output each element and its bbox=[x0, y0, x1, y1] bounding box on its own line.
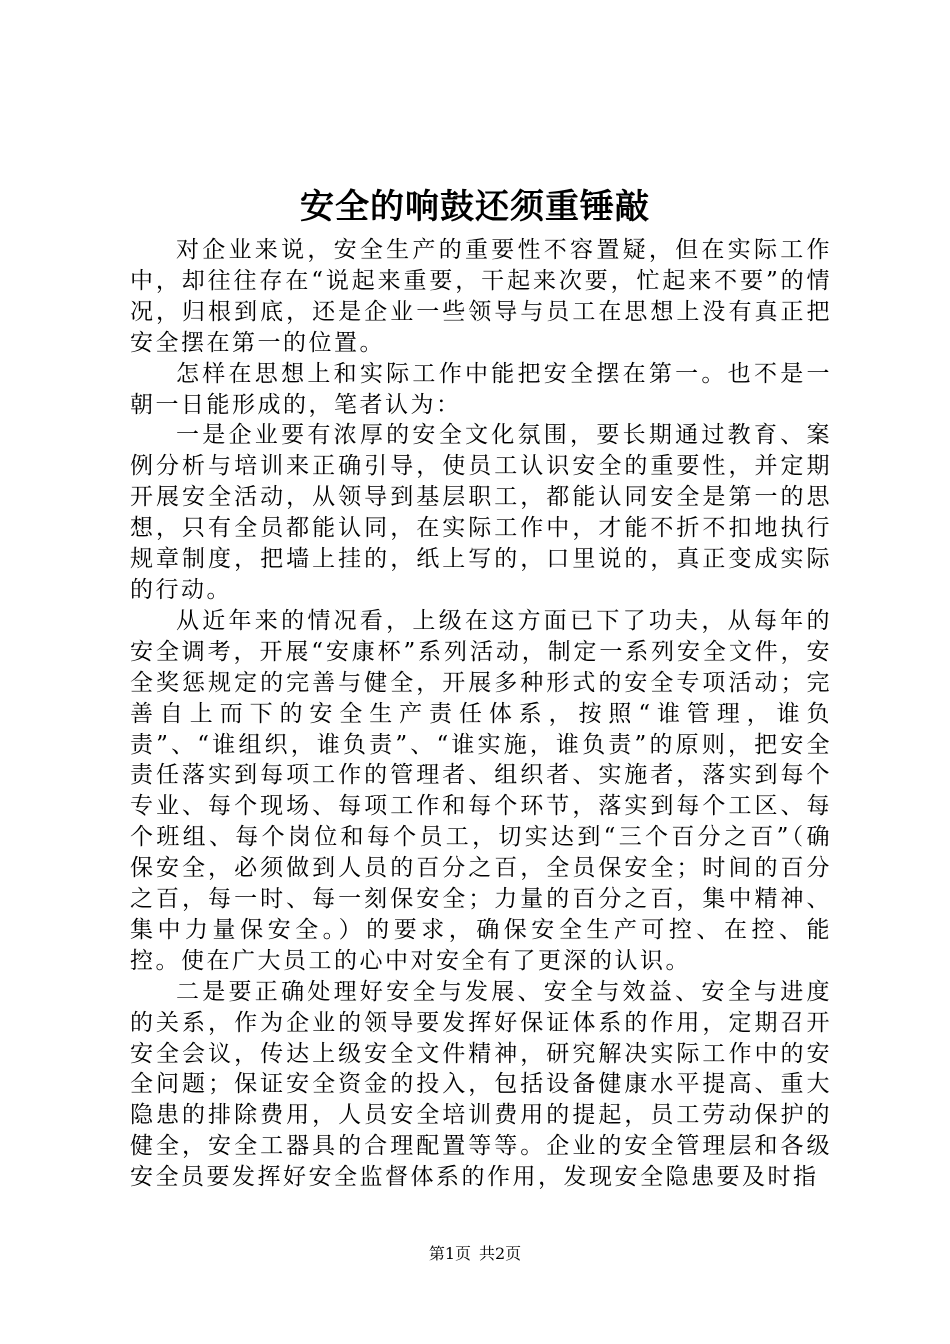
paragraph-3: 一是企业要有浓厚的安全文化氛围，要长期通过教育、案例分析与培训来正确引导，使员工认识安全的重要性，并定期开展安全活动，从领导到基层职工，都能认同安全是第一的思想，只有全员都能认同，在实际工作中，才能不折不扣地执行规章制度，把墙上挂的，纸上写的，口里说的，真正变成实际的行动。 bbox=[130, 422, 832, 603]
paragraph-5: 二是要正确处理好安全与发展、安全与效益、安全与进度的关系，作为企业的领导要发挥好保证体系的作用，定期召开安全会议，传达上级安全文件精神，研究解决实际工作中的安全问题；保证安全资金的投入，包括设备健康水平提高、重大隐患的排除费用，人员安全培训费用的提起，员工劳动保护的健全，安全工器具的合理配置等等。企业的安全管理层和各级安全员要发挥好安全监督体系的作用，发现安全隐患要及时指 bbox=[130, 978, 832, 1191]
page-number: 第1页 bbox=[428, 1244, 471, 1263]
paragraph-2: 怎样在思想上和实际工作中能把安全摆在第一。也不是一朝一日能形成的，笔者认为： bbox=[130, 360, 832, 418]
document-title: 安全的响鼓还须重锤敲 bbox=[300, 187, 650, 227]
paragraph-1: 对企业来说，安全生产的重要性不容置疑，但在实际工作中，却往往存在“说起来重要，干起来次要，忙起来不要”的情况，归根到底，还是企业一些领导与员工在思想上没有真正把安全摆在第一的位置。 bbox=[130, 237, 832, 356]
paragraph-4: 从近年来的情况看，上级在这方面已下了功夫，从每年的安全调考，开展“安康杯”系列活动，制定一系列安全文件，安全奖惩规定的完善与健全，开展多种形式的安全专项活动；完善自上而下的安全生产责任体系，按照“谁管理，谁负责”、“谁组织，谁负责”、“谁实施，谁负责”的原则，把安全责任落实到每项工作的管理者、组织者、实施者，落实到每个专业、每个现场、每项工作和每个环节，落实到每个工区、每个班组、每个岗位和每个员工，切实达到“三个百分之百”（确保安全，必须做到人员的百分之百，全员保安全；时间的百分之百，每一时、每一刻保安全；力量的百分之百，集中精神、集中力量保安全。）的要求，确保安全生产可控、在控、能控。使在广大员工的心中对安全有了更深的认识。 bbox=[130, 607, 832, 974]
page-footer bbox=[0, 1243, 950, 1265]
page-count: 共2页 bbox=[479, 1244, 522, 1263]
document-body bbox=[130, 235, 832, 1193]
